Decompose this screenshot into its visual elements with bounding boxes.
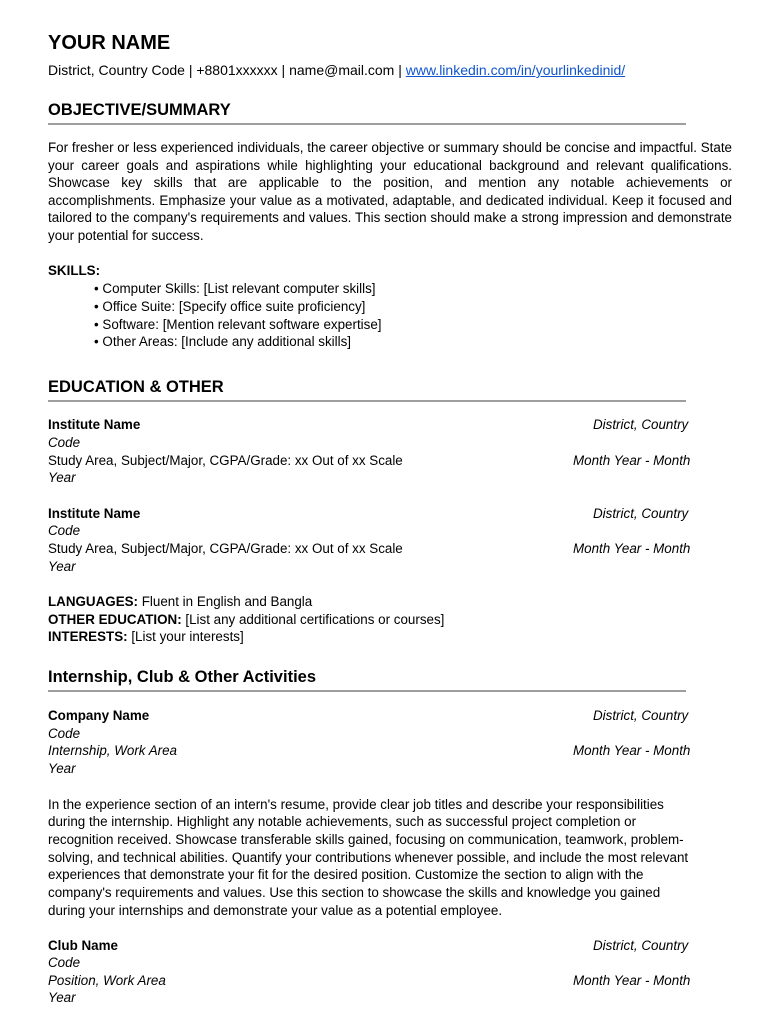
other-education-value: [List any additional certifications or courses]	[181, 612, 445, 627]
club-name: Club Name	[48, 938, 118, 953]
linkedin-link[interactable]: www.linkedin.com/in/yourlinkedinid/	[405, 62, 626, 78]
skill-item: • Other Areas: [Include any additional skills]	[94, 334, 352, 349]
skill-item: • Software: [Mention relevant software expertise]	[94, 317, 382, 332]
club-dates-year: Year	[48, 990, 76, 1005]
study-details: Study Area, Subject/Major, CGPA/Grade: xx Out of xx Scale	[48, 453, 403, 468]
description-line: company's requirements and values. Use this section to showcase the skills and knowledge you gained	[48, 885, 661, 900]
study-dates: Month Year - Month	[573, 541, 691, 556]
study-dates-year: Year	[48, 559, 76, 574]
languages-value: Fluent in English and Bangla	[138, 594, 313, 609]
other-education-line	[48, 611, 444, 629]
interests-line	[48, 628, 244, 646]
institute-location: District, Country	[593, 417, 689, 432]
club-role: Position, Work Area	[48, 973, 166, 988]
study-dates-year: Year	[48, 470, 76, 485]
skills-label: SKILLS:	[48, 263, 101, 278]
institute-location-code: Code	[48, 435, 81, 450]
section-divider	[48, 400, 686, 402]
club-location-code: Code	[48, 955, 81, 970]
candidate-name: YOUR NAME	[48, 32, 171, 54]
description-line: during your internships and demonstrate your value as a potential employee.	[48, 903, 503, 918]
interests-value: [List your interests]	[127, 629, 244, 644]
study-details: Study Area, Subject/Major, CGPA/Grade: xx Out of xx Scale	[48, 541, 403, 556]
skill-item: • Office Suite: [Specify office suite proficiency]	[94, 299, 366, 314]
institute-location-code: Code	[48, 523, 81, 538]
club-location: District, Country	[593, 938, 689, 953]
section-divider	[48, 123, 686, 125]
section-divider	[48, 690, 686, 692]
skill-item: • Computer Skills: [List relevant computer skills]	[94, 281, 376, 296]
institute-name: Institute Name	[48, 417, 141, 432]
description-line: experiences that demonstrate your fit for the desired position. Customize the section to align with the	[48, 867, 644, 882]
languages-label: LANGUAGES:	[48, 594, 139, 609]
company-role: Internship, Work Area	[48, 743, 177, 758]
institute-name: Institute Name	[48, 506, 141, 521]
company-dates-year: Year	[48, 761, 76, 776]
education-heading: EDUCATION & OTHER	[48, 378, 224, 396]
description-line: during the internship. Highlight any notable achievements, such as successful project completion or	[48, 814, 637, 829]
description-line: recognition received. Showcase transferable skills gained, focusing on communication, teamwork, problem-	[48, 832, 684, 847]
interests-label: INTERESTS:	[48, 629, 128, 644]
club-dates: Month Year - Month	[573, 973, 691, 988]
description-line: In the experience section of an intern's resume, provide clear job titles and describe your responsibilities	[48, 797, 664, 812]
objective-heading: OBJECTIVE/SUMMARY	[48, 101, 231, 119]
languages-line	[48, 593, 312, 611]
company-name: Company Name	[48, 708, 150, 723]
study-dates: Month Year - Month	[573, 453, 691, 468]
objective-text: For fresher or less experienced individuals, the career objective or summary should be concise and impactful. State your career goals and aspirations while highlighting your educational background and relevant qualifications. Showcase key skills that are applicable to the position, and mention any notable achievements or accomplishments. Emphasize your value as a motivated, adaptable, and dedicated individual. Keep it focused and tailored to the company's requirements and values. This section should make a strong impression and demonstrate your potential for success.	[48, 140, 732, 243]
contact-line	[48, 62, 625, 78]
company-location: District, Country	[593, 708, 689, 723]
company-dates: Month Year - Month	[573, 743, 691, 758]
other-education-label: OTHER EDUCATION:	[48, 612, 182, 627]
institute-location: District, Country	[593, 506, 689, 521]
description-line: solving, and technical abilities. Quantify your contributions whenever possible, and include the most relevant	[48, 850, 689, 865]
experience-heading: Internship, Club & Other Activities	[48, 668, 317, 686]
company-location-code: Code	[48, 726, 81, 741]
contact-details: District, Country Code | +8801xxxxxx | name@mail.com |	[48, 62, 406, 78]
